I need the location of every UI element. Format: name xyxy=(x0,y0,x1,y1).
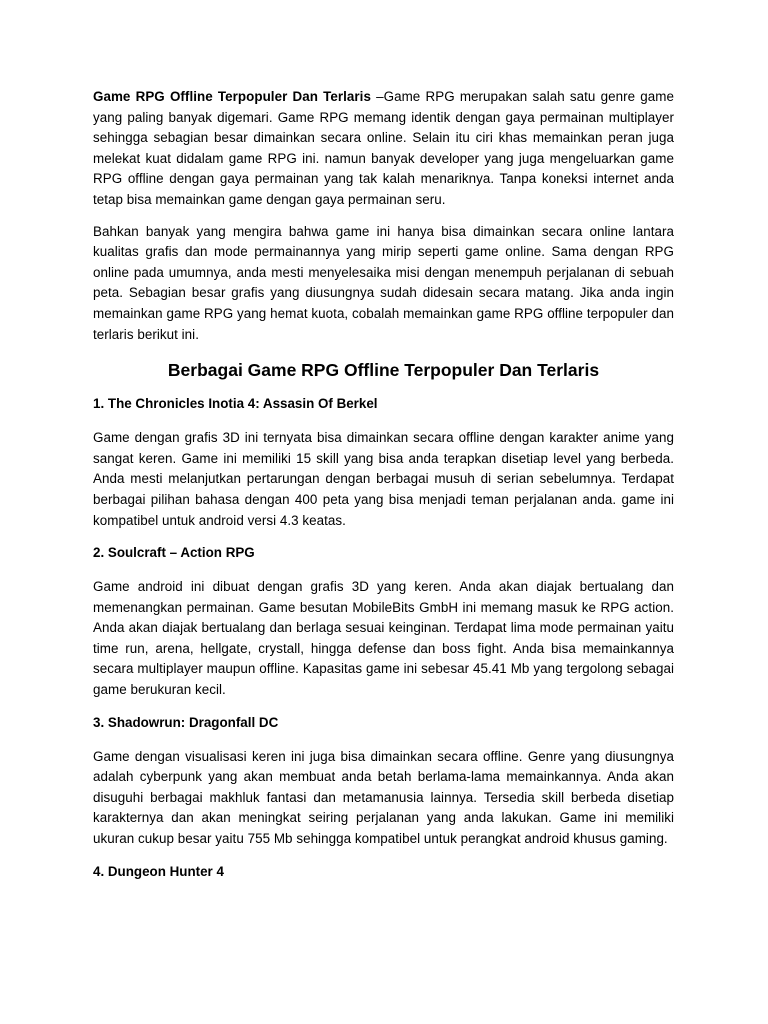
intro-paragraph xyxy=(93,87,674,211)
intro-lead-text: –Game RPG merupakan salah satu genre game yang paling banyak digemari. Game RPG memang identik dengan gaya permainan multiplayer sehingga sebagian besar dimainkan secara online. Selain itu ciri khas memainkan peran juga melekat kuat didalam game RPG ini. namun banyak developer yang juga mengeluarkan game RPG offline dengan gaya permainan yang tak kalah menariknya. Tanpa koneksi internet anda tetap bisa memainkan game dengan gaya permainan seru. xyxy=(93,89,674,207)
item-title: 1. The Chronicles Inotia 4: Assasin Of Berkel xyxy=(93,396,378,412)
item-title: 4. Dungeon Hunter 4 xyxy=(93,863,224,879)
section-title: Berbagai Game RPG Offline Terpopuler Dan Terlaris xyxy=(167,360,600,381)
item-description: Game dengan visualisasi keren ini juga bisa dimainkan secara offline. Genre yang diusungnya adalah cyberpunk yang akan membuat anda betah berlama-lama memainkannya. Anda akan disuguhi berbagai makhluk fantasi dan metamanusia lainnya. Tersedia skill berbeda disetiap karakternya dan akan meningkat seiring perjalanan yang anda lakukan. Game ini memiliki ukuran cukup besar yaitu 755 Mb sehingga kompatibel untuk perangkat android khusus gaming. xyxy=(93,748,674,847)
item-title: 2. Soulcraft – Action RPG xyxy=(93,545,255,561)
document-page xyxy=(93,87,674,896)
intro-second-paragraph: Bahkan banyak yang mengira bahwa game ini hanya bisa dimainkan secara online lantara kualitas grafis dan mode permainannya yang mirip seperti game online. Sama dengan RPG online pada umumnya, anda mesti menyelesaika misi dengan menempuh perjalanan di sebuah peta. Sebagian besar grafis yang diusungnya sudah didesain secara matang. Jika anda ingin memainkan game RPG yang hemat kuota, cobalah memainkan game RPG offline terpopuler dan terlaris berikut ini. xyxy=(93,223,674,342)
item-description: Game dengan grafis 3D ini ternyata bisa dimainkan secara offline dengan karakter anime yang sangat keren. Game ini memiliki 15 skill yang bisa anda terapkan disetiap level yang berbeda. Anda mesti melanjutkan pertarungan dengan berbagai musuh di serian sebelumnya. Terdapat berbagai pilihan bahasa dengan 400 peta yang bisa menjadi teman perjalanan anda. game ini kompatibel untuk android versi 4.3 keatas. xyxy=(93,430,674,528)
item-title: 3. Shadowrun: Dragonfall DC xyxy=(93,714,279,730)
item-description: Game android ini dibuat dengan grafis 3D yang keren. Anda akan diajak bertualang dan memenangkan permainan. Game besutan MobileBits GmbH ini memang masuk ke RPG action. Anda akan diajak bertualang dan berlaga sesuai keinginan. Terdapat lima mode permainan yaitu time run, arena, hellgate, crystall, hingga defense dan boss fight. Anda bisa memainkannya secara multiplayer maupun offline. Kapasitas game ini sebesar 45.41 Mb yang tergolong sebagai game berukuran kecil. xyxy=(93,579,674,698)
intro-lead-bold: Game RPG Offline Terpopuler Dan Terlaris xyxy=(93,89,371,104)
